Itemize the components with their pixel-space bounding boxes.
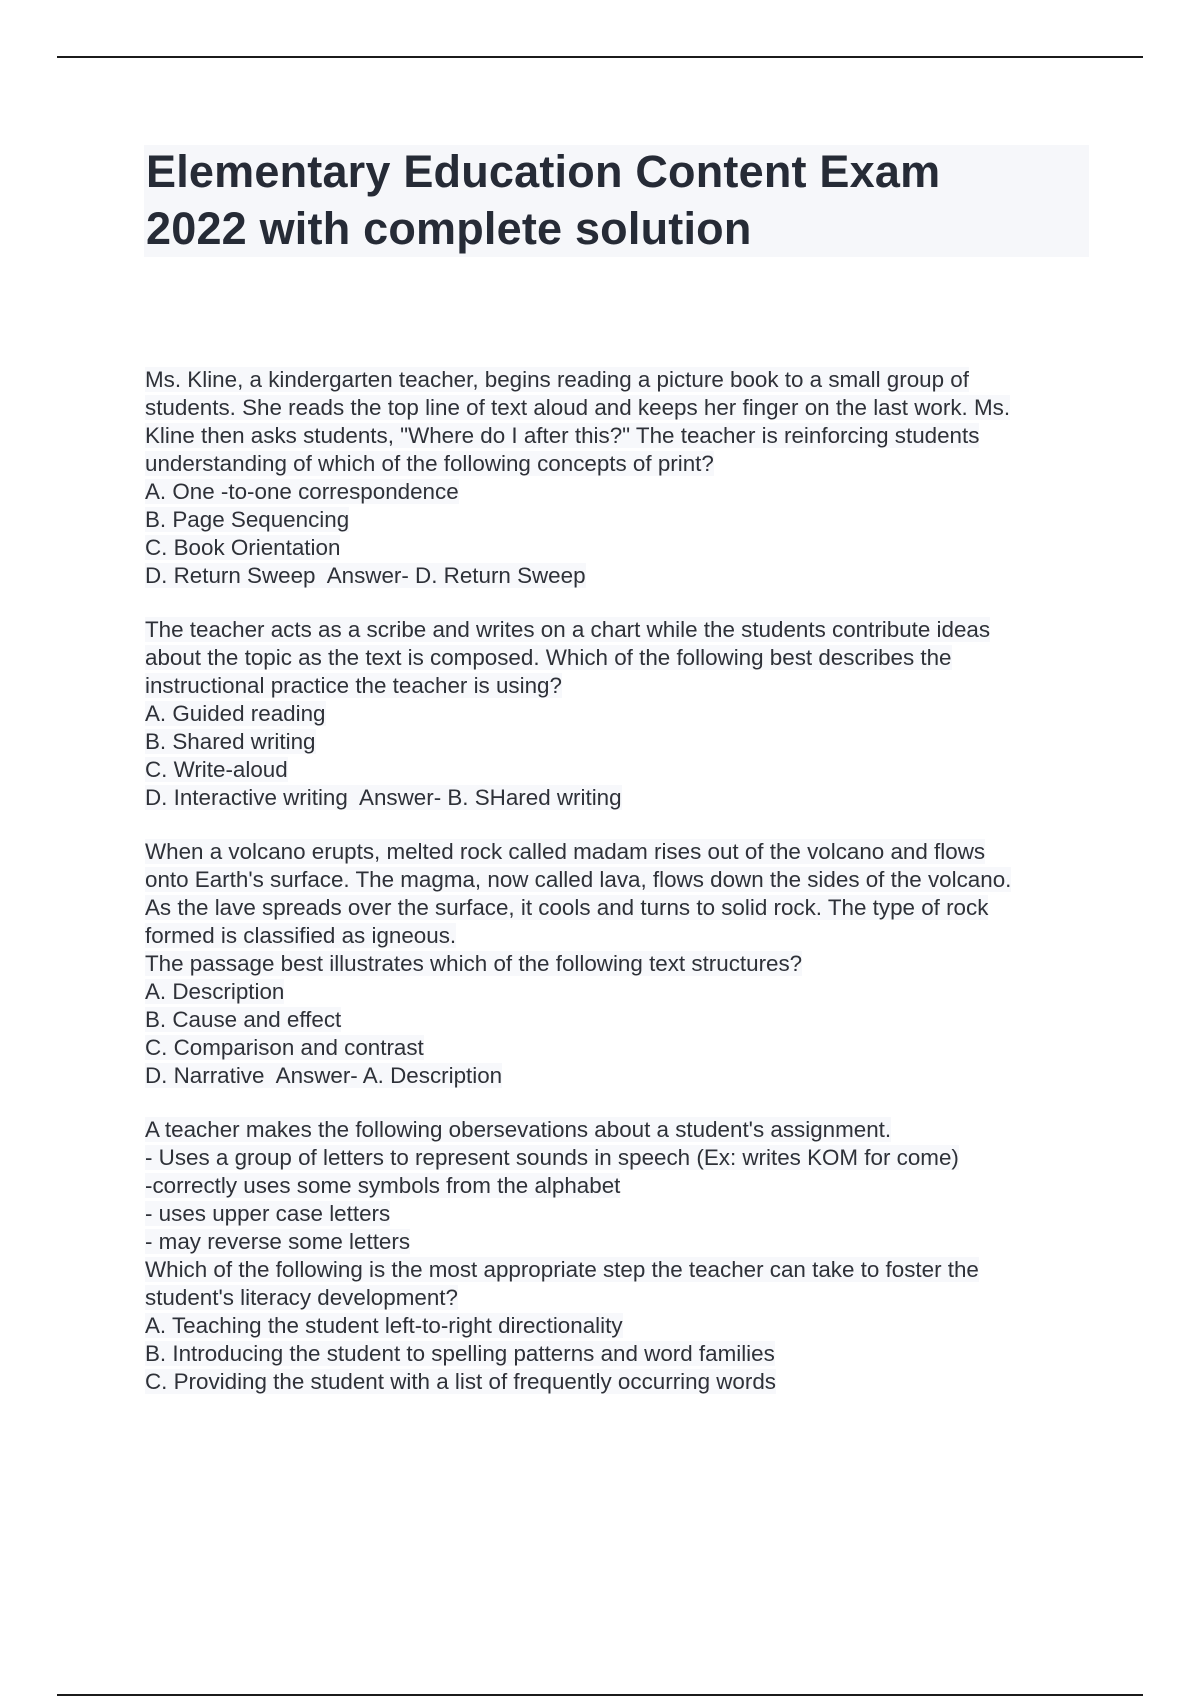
- bottom-rule: [57, 1694, 1143, 1696]
- title-line: Elementary Education Content Exam: [146, 146, 941, 197]
- question-line-text: about the topic as the text is composed. Which of the following best describes the: [145, 645, 952, 670]
- question-block: [145, 366, 1105, 590]
- question-line: [145, 1034, 1105, 1062]
- question-line: [145, 1284, 1105, 1312]
- question-line: [145, 450, 1105, 478]
- question-line: [145, 1006, 1105, 1034]
- question-line-text: D. Interactive writing Answer- B. SHared writing: [145, 785, 622, 810]
- question-line: [145, 1368, 1105, 1396]
- question-line: [145, 534, 1105, 562]
- question-line: [145, 1062, 1105, 1090]
- question-line-text: student's literacy development?: [145, 1285, 458, 1310]
- question-line: [145, 562, 1105, 590]
- question-line-text: - Uses a group of letters to represent sounds in speech (Ex: writes KOM for come): [145, 1145, 959, 1170]
- question-line-text: - may reverse some letters: [145, 1229, 411, 1254]
- question-block: [145, 1116, 1105, 1396]
- question-line: [145, 756, 1105, 784]
- question-line-text: C. Write-aloud: [145, 757, 288, 782]
- question-line: [145, 784, 1105, 812]
- question-block: [145, 616, 1105, 812]
- question-block: [145, 838, 1105, 1090]
- questions-list: [145, 366, 1105, 1422]
- question-line-text: When a volcano erupts, melted rock called madam rises out of the volcano and flows: [145, 839, 986, 864]
- question-line-text: Which of the following is the most appropriate step the teacher can take to foster the: [145, 1257, 979, 1282]
- title-line: 2022 with complete solution: [146, 203, 752, 254]
- question-line-text: A. Guided reading: [145, 701, 326, 726]
- question-line: [145, 1200, 1105, 1228]
- question-line-text: D. Return Sweep Answer- D. Return Sweep: [145, 563, 586, 588]
- question-line: [145, 866, 1105, 894]
- question-line-text: B. Shared writing: [145, 729, 316, 754]
- question-line: [145, 894, 1105, 922]
- question-line-text: formed is classified as igneous.: [145, 923, 457, 948]
- question-line-text: instructional practice the teacher is using?: [145, 673, 562, 698]
- question-line: [145, 978, 1105, 1006]
- question-line: [145, 700, 1105, 728]
- question-line-text: B. Page Sequencing: [145, 507, 350, 532]
- question-line: [145, 1256, 1105, 1284]
- question-line-text: C. Book Orientation: [145, 535, 341, 560]
- question-line: [145, 1228, 1105, 1256]
- question-line: [145, 616, 1105, 644]
- question-line-text: B. Introducing the student to spelling patterns and word families: [145, 1341, 775, 1366]
- question-line: [145, 922, 1105, 950]
- question-line-text: - uses upper case letters: [145, 1201, 391, 1226]
- question-line-text: B. Cause and effect: [145, 1007, 342, 1032]
- question-line: [145, 1172, 1105, 1200]
- question-line-text: onto Earth's surface. The magma, now called lava, flows down the sides of the volcano.: [145, 867, 1012, 892]
- document-title: [146, 143, 1086, 257]
- question-line: [145, 506, 1105, 534]
- question-line-text: A teacher makes the following obersevations about a student's assignment.: [145, 1117, 892, 1142]
- question-line: [145, 1144, 1105, 1172]
- question-line: [145, 1340, 1105, 1368]
- question-line-text: A. Description: [145, 979, 285, 1004]
- question-line: [145, 478, 1105, 506]
- question-line: [145, 950, 1105, 978]
- question-line-text: The teacher acts as a scribe and writes on a chart while the students contribute ideas: [145, 617, 991, 642]
- question-line-text: -correctly uses some symbols from the alphabet: [145, 1173, 621, 1198]
- top-rule: [57, 56, 1143, 58]
- question-line-text: Kline then asks students, "Where do I after this?" The teacher is reinforcing students: [145, 423, 980, 448]
- question-line-text: understanding of which of the following concepts of print?: [145, 451, 714, 476]
- question-line-text: C. Providing the student with a list of frequently occurring words: [145, 1369, 776, 1394]
- question-line: [145, 728, 1105, 756]
- question-line: [145, 366, 1105, 394]
- question-line: [145, 672, 1105, 700]
- question-line: [145, 1116, 1105, 1144]
- question-line-text: students. She reads the top line of text aloud and keeps her finger on the last work. Ms.: [145, 395, 1011, 420]
- question-line: [145, 838, 1105, 866]
- question-line-text: A. Teaching the student left-to-right directionality: [145, 1313, 623, 1338]
- question-line-text: A. One -to-one correspondence: [145, 479, 459, 504]
- question-line: [145, 422, 1105, 450]
- question-line-text: As the lave spreads over the surface, it cools and turns to solid rock. The type of rock: [145, 895, 989, 920]
- question-line-text: The passage best illustrates which of the following text structures?: [145, 951, 803, 976]
- question-line: [145, 644, 1105, 672]
- question-line: [145, 1312, 1105, 1340]
- question-line-text: D. Narrative Answer- A. Description: [145, 1063, 503, 1088]
- question-line-text: C. Comparison and contrast: [145, 1035, 424, 1060]
- question-line-text: Ms. Kline, a kindergarten teacher, begins reading a picture book to a small group of: [145, 367, 969, 392]
- question-line: [145, 394, 1105, 422]
